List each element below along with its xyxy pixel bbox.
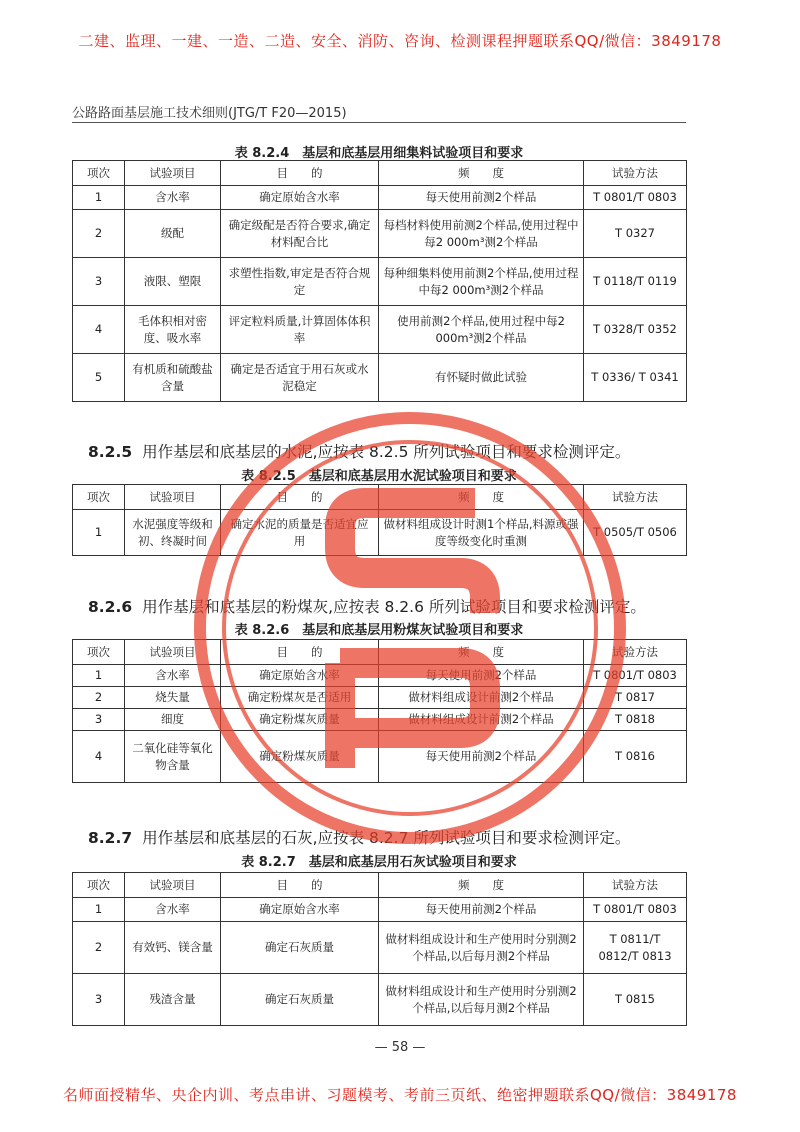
col-header-index: 项次 [73,161,125,186]
cell-method: T 0801/T 0803 [584,898,687,922]
cell-index: 1 [73,186,125,210]
table-row [73,898,687,922]
cell-purpose: 求塑性指数,审定是否符合规定 [221,258,379,306]
cell-item: 含水率 [125,186,221,210]
table-row [73,709,687,731]
page-number: — 58 — [374,1040,426,1055]
cell-frequency: 每种细集料使用前测2个样品,使用过程中每2 000m³测2个样品 [379,258,584,306]
table-824-title: 表 8.2.4 基层和底基层用细集料试验项目和要求 [234,146,524,161]
table-row [73,186,687,210]
clause-text: 用作基层和底基层的水泥,应按表 8.2.5 所列试验项目和要求检测评定。 [142,443,631,461]
clause-number: 8.2.6 [88,598,133,616]
cell-method: T 0328/T 0352 [584,306,687,354]
col-header-method: 试验方法 [584,161,687,186]
cell-method: T 0327 [584,210,687,258]
cell-method: T 0818 [584,709,687,731]
table-row [73,665,687,687]
cell-frequency: 每天使用前测2个样品 [379,731,584,783]
cell-frequency: 每天使用前测2个样品 [379,898,584,922]
cell-index: 3 [73,709,125,731]
table-827-title: 表 8.2.7 基层和底基层用石灰试验项目和要求 [241,855,517,870]
table-826-title: 表 8.2.6 基层和底基层用粉煤灰试验项目和要求 [234,623,524,638]
cell-item: 级配 [125,210,221,258]
cell-item: 烧失量 [125,687,221,709]
cell-frequency: 做材料组成设计和生产使用时分别测2个样品,以后每月测2个样品 [379,974,584,1026]
cell-index: 5 [73,354,125,402]
cell-item: 残渣含量 [125,974,221,1026]
col-header-item: 试验项目 [125,640,221,665]
cell-method: T 0811/T 0812/T 0813 [584,922,687,974]
cell-item: 有效钙、镁含量 [125,922,221,974]
table-825 [72,484,687,556]
table-row [73,974,687,1026]
cell-frequency: 做材料组成设计和生产使用时分别测2个样品,以后每月测2个样品 [379,922,584,974]
cell-index: 2 [73,687,125,709]
col-header-item: 试验项目 [125,161,221,186]
table-row [73,354,687,402]
col-header-method: 试验方法 [584,873,687,898]
table-row [73,210,687,258]
col-header-method: 试验方法 [584,640,687,665]
running-header: 公路路面基层施工技术细则(JTG/T F20—2015) [72,106,347,121]
cell-item: 有机质和硫酸盐含量 [125,354,221,402]
cell-purpose: 确定原始含水率 [221,186,379,210]
cell-purpose: 确定级配是否符合要求,确定材料配合比 [221,210,379,258]
cell-purpose: 确定水泥的质量是否适宜应用 [221,510,379,556]
cell-index: 3 [73,974,125,1026]
cell-item: 细度 [125,709,221,731]
cell-index: 2 [73,922,125,974]
clause-number: 8.2.5 [88,443,133,461]
cell-purpose: 确定粉煤灰质量 [221,731,379,783]
cell-item: 毛体积相对密度、吸水率 [125,306,221,354]
col-header-index: 项次 [73,485,125,510]
cell-purpose: 确定粉煤灰质量 [221,709,379,731]
col-header-index: 项次 [73,873,125,898]
clause-827 [88,826,630,848]
col-header-purpose: 目 的 [221,640,379,665]
cell-frequency: 做材料组成设计时测1个样品,料源或强度等级变化时重测 [379,510,584,556]
col-header-purpose: 目 的 [221,161,379,186]
table-824 [72,160,687,402]
clause-text: 用作基层和底基层的石灰,应按表 8.2.7 所列试验项目和要求检测评定。 [142,829,631,847]
col-header-frequency: 频 度 [379,640,584,665]
cell-item: 水泥强度等级和初、终凝时间 [125,510,221,556]
cell-index: 1 [73,898,125,922]
cell-index: 1 [73,510,125,556]
table-row [73,258,687,306]
promo-banner-top: 二建、监理、一建、一造、二造、安全、消防、咨询、检测课程押题联系QQ/微信：3849178 [78,32,722,50]
col-header-purpose: 目 的 [221,485,379,510]
cell-frequency: 每天使用前测2个样品 [379,186,584,210]
cell-method: T 0816 [584,731,687,783]
clause-825 [88,440,630,462]
col-header-method: 试验方法 [584,485,687,510]
table-row [73,306,687,354]
clause-number: 8.2.7 [88,829,133,847]
col-header-index: 项次 [73,640,125,665]
cell-method: T 0801/T 0803 [584,665,687,687]
table-row [73,510,687,556]
table-row [73,922,687,974]
col-header-item: 试验项目 [125,485,221,510]
table-827 [72,872,687,1026]
col-header-frequency: 频 度 [379,485,584,510]
cell-purpose: 确定粉煤灰是否适用 [221,687,379,709]
clause-text: 用作基层和底基层的粉煤灰,应按表 8.2.6 所列试验项目和要求检测评定。 [142,598,646,616]
cell-item: 液限、塑限 [125,258,221,306]
cell-method: T 0817 [584,687,687,709]
cell-purpose: 确定石灰质量 [221,922,379,974]
table-826 [72,639,687,783]
cell-index: 4 [73,731,125,783]
cell-frequency: 使用前测2个样品,使用过程中每2 000m³测2个样品 [379,306,584,354]
cell-purpose: 确定原始含水率 [221,665,379,687]
cell-method: T 0815 [584,974,687,1026]
cell-method: T 0801/T 0803 [584,186,687,210]
cell-purpose: 评定粒料质量,计算固体体积率 [221,306,379,354]
col-header-item: 试验项目 [125,873,221,898]
promo-banner-bottom: 名师面授精华、央企内训、考点串讲、习题模考、考前三页纸、绝密押题联系QQ/微信：3849178 [63,1086,737,1104]
cell-item: 含水率 [125,665,221,687]
cell-purpose: 确定原始含水率 [221,898,379,922]
cell-method: T 0505/T 0506 [584,510,687,556]
table-row [73,731,687,783]
cell-index: 1 [73,665,125,687]
cell-method: T 0336/ T 0341 [584,354,687,402]
cell-frequency: 做材料组成设计前测2个样品 [379,687,584,709]
cell-frequency: 每天使用前测2个样品 [379,665,584,687]
cell-frequency: 做材料组成设计前测2个样品 [379,709,584,731]
header-divider [72,122,686,123]
clause-826 [88,595,646,617]
table-825-title: 表 8.2.5 基层和底基层用水泥试验项目和要求 [241,469,517,484]
cell-index: 3 [73,258,125,306]
cell-index: 4 [73,306,125,354]
cell-purpose: 确定是否适宜于用石灰或水泥稳定 [221,354,379,402]
cell-item: 二氧化硅等氧化物含量 [125,731,221,783]
cell-item: 含水率 [125,898,221,922]
table-row [73,687,687,709]
col-header-frequency: 频 度 [379,873,584,898]
col-header-frequency: 频 度 [379,161,584,186]
col-header-purpose: 目 的 [221,873,379,898]
cell-index: 2 [73,210,125,258]
cell-method: T 0118/T 0119 [584,258,687,306]
cell-frequency: 有怀疑时做此试验 [379,354,584,402]
cell-purpose: 确定石灰质量 [221,974,379,1026]
cell-frequency: 每档材料使用前测2个样品,使用过程中每2 000m³测2个样品 [379,210,584,258]
